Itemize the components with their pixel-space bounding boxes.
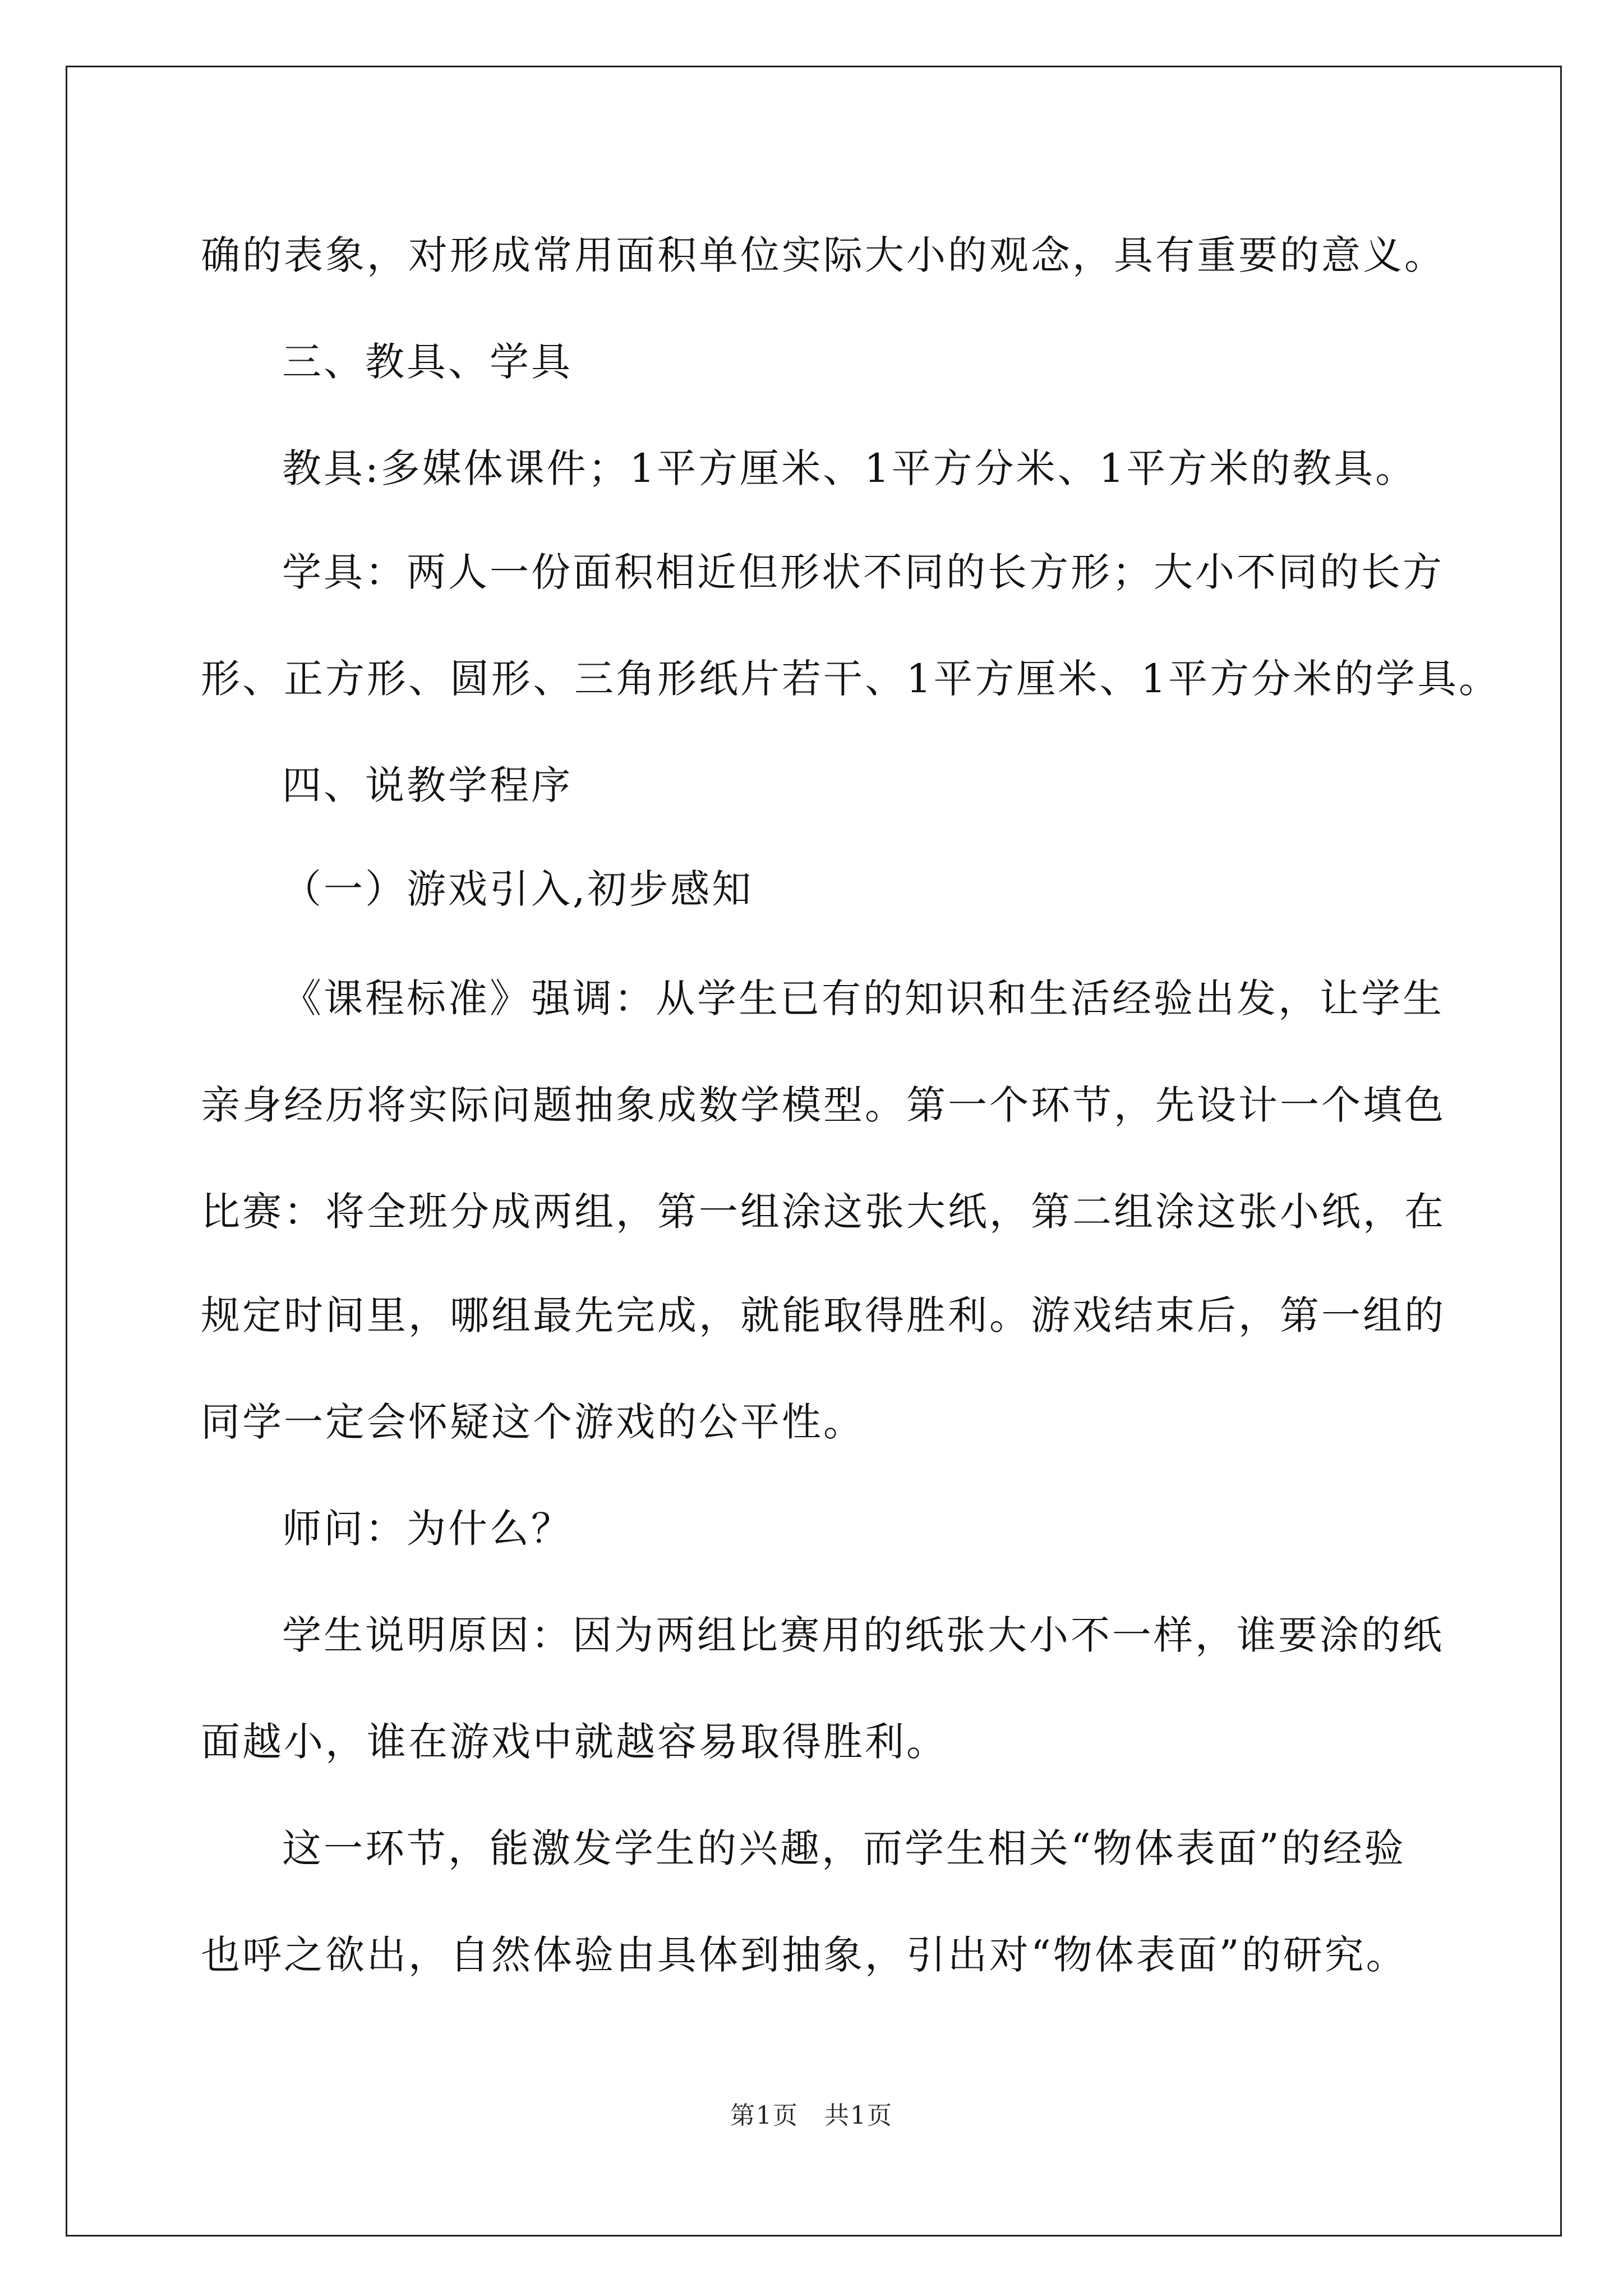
text-line: 学生说明原因：因为两组比赛用的纸张大小不一样，谁要涂的纸 bbox=[282, 1612, 1444, 1658]
text-line: 规定时间里，哪组最先完成，就能取得胜利。游戏结束后，第一组的 bbox=[201, 1292, 1446, 1338]
text-line: 比赛：将全班分成两组，第一组涂这张大纸，第二组涂这张小纸，在 bbox=[201, 1189, 1446, 1235]
text-line: 教具:多媒体课件；1平方厘米、1平方分米、1平方米的教具。 bbox=[282, 445, 1417, 491]
page-number-footer: 第1页 共1页 bbox=[730, 2101, 893, 2130]
text-line: 面越小，谁在游戏中就越容易取得胜利。 bbox=[201, 1719, 948, 1765]
text-line: 师问：为什么？ bbox=[282, 1506, 573, 1552]
text-line: 《课程标准》强调：从学生已有的知识和生活经验出发，让学生 bbox=[282, 976, 1444, 1022]
text-line: 学具：两人一份面积相近但形状不同的长方形；大小不同的长方 bbox=[282, 549, 1444, 595]
text-line: 确的表象，对形成常用面积单位实际大小的观念，具有重要的意义。 bbox=[201, 232, 1446, 278]
text-line: 这一环节，能激发学生的兴趣，而学生相关“物体表面”的经验 bbox=[282, 1825, 1406, 1871]
subsection-heading: （一）游戏引入,初步感知 bbox=[282, 866, 754, 912]
text-line: 同学一定会怀疑这个游戏的公平性。 bbox=[201, 1399, 865, 1445]
section-heading: 三、教具、学具 bbox=[282, 339, 573, 385]
section-heading: 四、说教学程序 bbox=[282, 762, 573, 808]
text-line: 亲身经历将实际问题抽象成数学模型。第一个环节，先设计一个填色 bbox=[201, 1082, 1446, 1128]
page-border bbox=[66, 66, 1562, 2237]
text-line: 也呼之欲出，自然体验由具体到抽象，引出对“物体表面”的研究。 bbox=[201, 1932, 1408, 1978]
text-line: 形、正方形、圆形、三角形纸片若干、1平方厘米、1平方分米的学具。 bbox=[201, 656, 1501, 702]
